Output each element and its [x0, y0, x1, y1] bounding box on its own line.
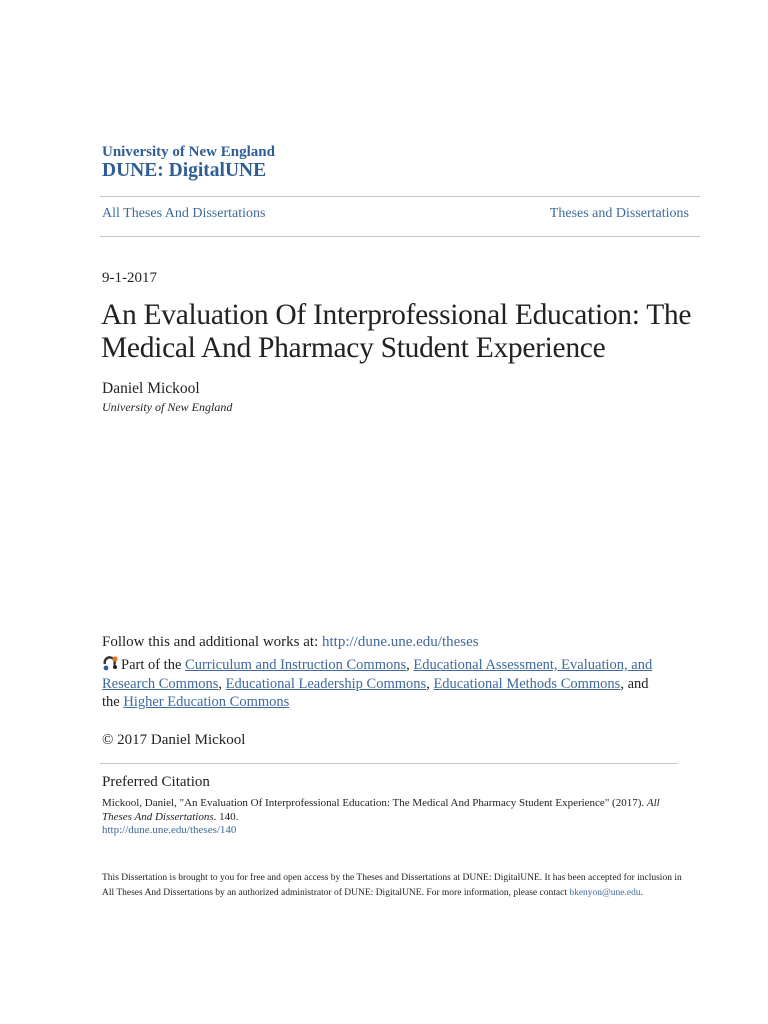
nav-divider [100, 236, 700, 237]
follow-line [102, 634, 479, 651]
commons-link-methods[interactable]: Educational Methods Commons [433, 675, 621, 692]
commons-link-higher-education[interactable]: Higher Education Commons [123, 694, 290, 710]
commons-link-assessment[interactable]: Educational Assessment, Evaluation, and Research Commons [102, 657, 653, 692]
citation-main: Mickool, Daniel, "An Evaluation Of Interprofessional Education: The Medical And Pharmacy Student Experience" (2017). [102, 797, 647, 809]
repository-name[interactable]: DUNE: DigitalUNE [102, 160, 267, 181]
part-of-commons [102, 656, 662, 712]
all-theses-link[interactable]: All Theses And Dissertations [102, 206, 266, 221]
part-of-prefix: Part of the [121, 657, 186, 673]
citation-url-link[interactable]: http://dune.une.edu/theses/140 [102, 824, 237, 836]
footer-text: This Dissertation is brought to you for free and open access by the Theses and Dissertations at DUNE: DigitalUNE. It has been accepted for inclusion in All Theses And Dissertations by an authorized administrator of DUNE: DigitalUNE. For more information, please contact [102, 873, 682, 898]
contact-email-link[interactable]: bkenyon@une.edu [569, 888, 641, 898]
separator: , and the [102, 675, 649, 710]
commons-link-curriculum[interactable]: Curriculum and Instruction Commons [185, 657, 407, 673]
document-title: An Evaluation Of Interprofessional Education: The Medical And Pharmacy Student Experience [101, 299, 692, 364]
preferred-citation-heading: Preferred Citation [102, 774, 210, 790]
theses-url-link[interactable]: http://dune.une.edu/theses [321, 634, 479, 650]
separator: , [426, 675, 434, 692]
author-affiliation: University of New England [102, 400, 233, 414]
network-icon [102, 656, 120, 671]
copyright-notice: © 2017 Daniel Mickool [102, 732, 246, 748]
citation-number: . 140. [213, 811, 239, 823]
publication-date: 9-1-2017 [102, 270, 157, 286]
citation-series: All Theses And Dissertations [102, 797, 660, 823]
author-name: Daniel Mickool [102, 380, 200, 397]
theses-dissertations-link[interactable]: Theses and Dissertations [549, 206, 689, 221]
footer-notice [102, 871, 682, 901]
commons-link-leadership[interactable]: Educational Leadership Commons [225, 675, 427, 692]
institution-name[interactable]: University of New England [102, 144, 275, 160]
separator: , [406, 657, 414, 673]
follow-label: Follow this and additional works at: [102, 634, 322, 650]
citation-divider [100, 763, 678, 764]
separator: , [218, 675, 226, 692]
footer-end: . [640, 888, 643, 898]
top-divider [100, 196, 700, 197]
citation-text [102, 796, 672, 824]
